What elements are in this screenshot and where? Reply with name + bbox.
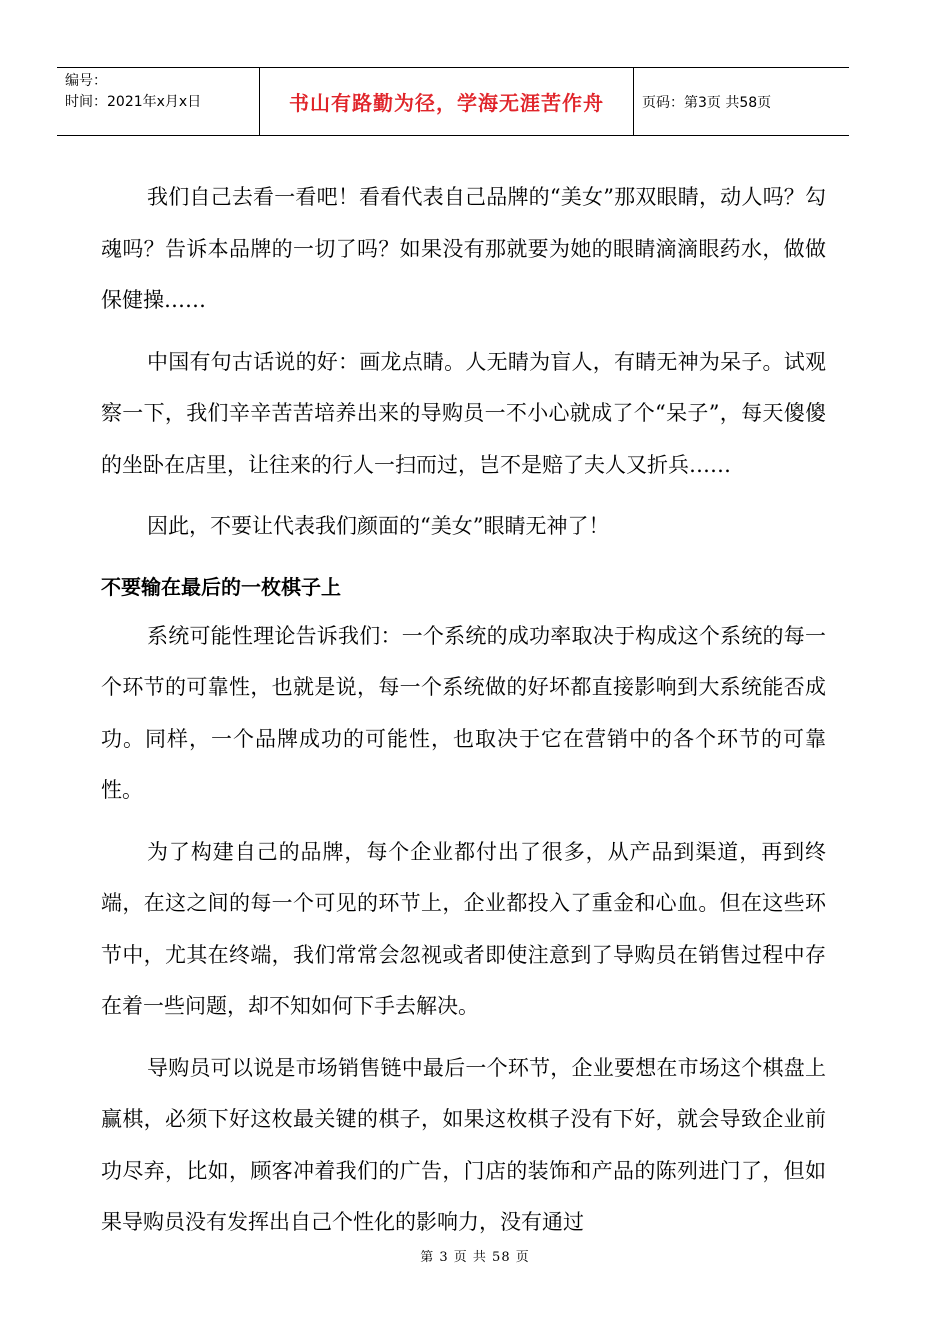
paragraph-6: 导购员可以说是市场销售链中最后一个环节，企业要想在市场这个棋盘上赢棋，必须下好这枚最关键的棋子，如果这枚棋子没有下好，就会导致企业前功尽弃，比如，顾客冲着我们的广告，门店的装饰和产品的陈列进门了，但如果导购员没有发挥出自己个性化的影响力，没有通过 — [101, 1055, 826, 1234]
header-meta-cell — [57, 68, 260, 135]
section-heading: 不要输在最后的一枚棋子上 — [101, 574, 341, 599]
paragraph-4: 系统可能性理论告诉我们：一个系统的成功率取决于构成这个系统的每一个环节的可靠性，也就是说，每一个系统做的好坏都直接影响到大系统能否成功。同样，一个品牌成功的可能性，也取决于它在营销中的各个环节的可靠性。 — [101, 623, 826, 802]
paragraph-1: 我们自己去看一看吧！看看代表自己品牌的“美女”那双眼睛，动人吗？勾魂吗？告诉本品牌的一切了吗？如果没有那就要为她的眼睛滴滴眼药水，做做保健操…… — [101, 185, 826, 312]
page-footer: 第 3 页 共 58 页 — [420, 1250, 530, 1265]
paragraph-2: 中国有句古话说的好：画龙点睛。人无睛为盲人，有睛无神为呆子。试观察一下，我们辛辛苦苦培养出来的导购员一不小心就成了个“呆子”，每天傻傻的坐卧在店里，让往来的行人一扫而过，岂不是赔了夫人又折兵…… — [101, 349, 826, 477]
paragraph-5: 为了构建自己的品牌，每个企业都付出了很多，从产品到渠道，再到终端，在这之间的每一个可见的环节上，企业都投入了重金和心血。但在这些环节中，尤其在终端，我们常常会忽视或者即使注意到了导购员在销售过程中存在着一些问题，却不知如何下手去解决。 — [101, 839, 826, 1018]
document-time-label: 时间：2021年x月x日 — [65, 94, 202, 110]
header-motto: 书山有路勤为径，学海无涯苦作舟 — [260, 68, 634, 135]
header-page-info: 页码：第3页 共58页 — [642, 94, 772, 111]
page-header — [57, 67, 849, 136]
document-number-label: 编号： — [65, 73, 107, 89]
document-body — [101, 172, 826, 1259]
paragraph-3: 因此，不要让代表我们颜面的“美女”眼睛无神了！ — [147, 514, 610, 538]
